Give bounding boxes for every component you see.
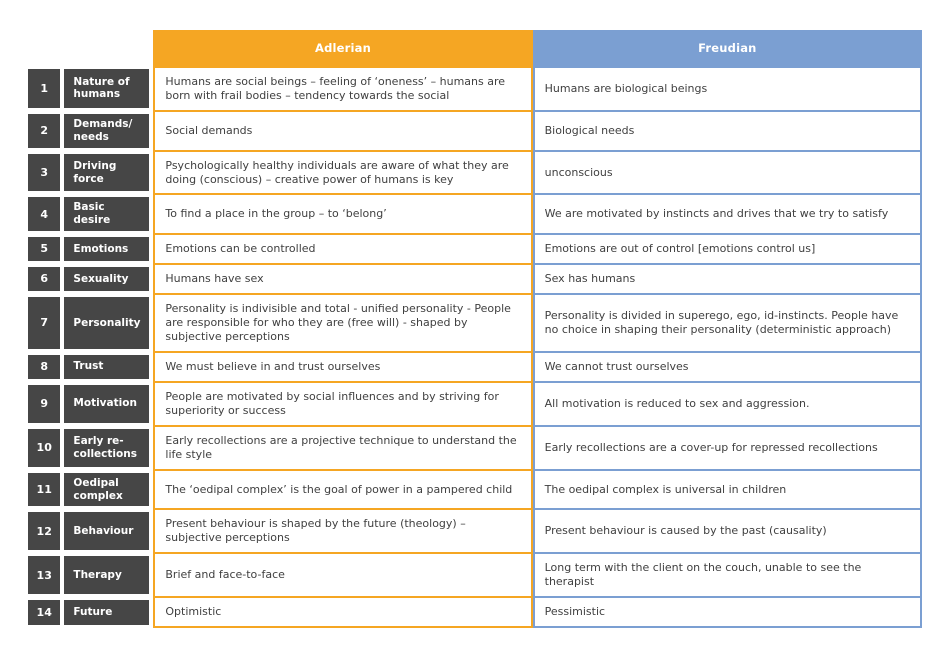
- table-row: [28, 509, 922, 553]
- table-row: [28, 382, 922, 426]
- row-index-cell: 11: [28, 470, 64, 510]
- table-row: [28, 294, 922, 352]
- row-index-cell: 6: [28, 264, 64, 294]
- row-index-cell: 9: [28, 382, 64, 426]
- table-row: [28, 264, 922, 294]
- header-index-blank: [28, 30, 64, 66]
- adlerian-cell: The ‘oedipal complex’ is the goal of power in a pampered child: [153, 470, 532, 510]
- adlerian-cell: We must believe in and trust ourselves: [153, 352, 532, 382]
- table-row: [28, 597, 922, 628]
- adlerian-cell: People are motivated by social influences and by striving for superiority or success: [153, 382, 532, 426]
- table-row: [28, 111, 922, 151]
- freudian-cell: Humans are biological beings: [533, 66, 922, 111]
- row-topic-cell: Behaviour: [64, 509, 153, 553]
- row-topic-cell: Demands/ needs: [64, 111, 153, 151]
- table-row: [28, 151, 922, 195]
- adlerian-cell: Present behaviour is shaped by the future (theology) – subjective perceptions: [153, 509, 532, 553]
- freudian-cell: The oedipal complex is universal in children: [533, 470, 922, 510]
- freudian-cell: unconscious: [533, 151, 922, 195]
- row-topic-cell: Motivation: [64, 382, 153, 426]
- row-topic-cell: Oedipal complex: [64, 470, 153, 510]
- column-header-adlerian: Adlerian: [153, 30, 532, 66]
- table-row: [28, 352, 922, 382]
- row-topic-cell: Personality: [64, 294, 153, 352]
- row-index-cell: 13: [28, 553, 64, 597]
- adlerian-cell: Emotions can be controlled: [153, 234, 532, 264]
- row-index-cell: 3: [28, 151, 64, 195]
- header-row: [28, 30, 922, 66]
- freudian-cell: We cannot trust ourselves: [533, 352, 922, 382]
- row-index-cell: 7: [28, 294, 64, 352]
- adlerian-cell: Social demands: [153, 111, 532, 151]
- adlerian-cell: Brief and face-to-face: [153, 553, 532, 597]
- freudian-cell: Sex has humans: [533, 264, 922, 294]
- freudian-cell: All motivation is reduced to sex and aggression.: [533, 382, 922, 426]
- adlerian-cell: Humans are social beings – feeling of ‘oneness’ – humans are born with frail bodies – tendency towards the social: [153, 66, 532, 111]
- adlerian-cell: Humans have sex: [153, 264, 532, 294]
- table-row: [28, 234, 922, 264]
- freudian-cell: Biological needs: [533, 111, 922, 151]
- row-index-cell: 4: [28, 194, 64, 234]
- freudian-cell: Pessimistic: [533, 597, 922, 628]
- row-topic-cell: Trust: [64, 352, 153, 382]
- table-row: [28, 553, 922, 597]
- adlerian-cell: Early recollections are a projective technique to understand the life style: [153, 426, 532, 470]
- column-header-freudian: Freudian: [533, 30, 922, 66]
- row-index-cell: 12: [28, 509, 64, 553]
- table-row: [28, 470, 922, 510]
- row-topic-cell: Driving force: [64, 151, 153, 195]
- row-index-cell: 1: [28, 66, 64, 111]
- row-index-cell: 14: [28, 597, 64, 628]
- adlerian-freudian-comparison-table: [28, 30, 922, 628]
- adlerian-cell: Psychologically healthy individuals are aware of what they are doing (conscious) – creative power of humans is key: [153, 151, 532, 195]
- adlerian-cell: To find a place in the group – to ‘belong’: [153, 194, 532, 234]
- table-row: [28, 194, 922, 234]
- row-topic-cell: Therapy: [64, 553, 153, 597]
- freudian-cell: Emotions are out of control [emotions control us]: [533, 234, 922, 264]
- table-row: [28, 426, 922, 470]
- freudian-cell: Personality is divided in superego, ego, id-instincts. People have no choice in shaping their personality (deterministic approach): [533, 294, 922, 352]
- freudian-cell: Present behaviour is caused by the past (causality): [533, 509, 922, 553]
- freudian-cell: Early recollections are a cover-up for repressed recollections: [533, 426, 922, 470]
- row-topic-cell: Basic desire: [64, 194, 153, 234]
- row-topic-cell: Nature of humans: [64, 66, 153, 111]
- row-index-cell: 8: [28, 352, 64, 382]
- header-topic-blank: [64, 30, 153, 66]
- row-index-cell: 10: [28, 426, 64, 470]
- row-topic-cell: Future: [64, 597, 153, 628]
- row-topic-cell: Sexuality: [64, 264, 153, 294]
- freudian-cell: We are motivated by instincts and drives that we try to satisfy: [533, 194, 922, 234]
- table-row: [28, 66, 922, 111]
- adlerian-cell: Personality is indivisible and total - unified personality - People are responsible for who they are (free will) - shaped by subjective perceptions: [153, 294, 532, 352]
- adlerian-cell: Optimistic: [153, 597, 532, 628]
- row-index-cell: 2: [28, 111, 64, 151]
- row-topic-cell: Emotions: [64, 234, 153, 264]
- row-topic-cell: Early re-collections: [64, 426, 153, 470]
- table-body: [28, 66, 922, 628]
- freudian-cell: Long term with the client on the couch, unable to see the therapist: [533, 553, 922, 597]
- table-header: [28, 30, 922, 66]
- row-index-cell: 5: [28, 234, 64, 264]
